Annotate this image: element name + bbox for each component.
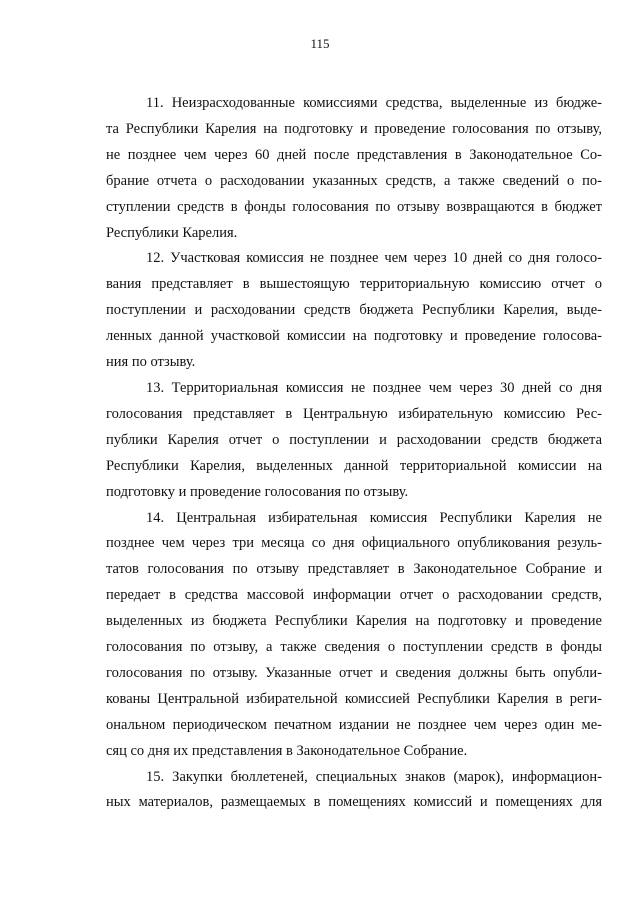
text-line: передает в средства массовой информации отчет о расходовании средств, [106,587,602,604]
text-line: ния по отзыву. [106,354,196,371]
text-line: выделенных из бюджета Республики Карелия на подготовку и проведение [106,613,602,630]
paragraph-13 [106,376,602,506]
text-line: голосования представляет в Центральную избирательную комиссию Рес- [106,405,602,422]
text-line: вания представляет в вышестоящую территориальную комиссию отчет о [106,276,602,293]
text-line: ленных данной участковой комиссии на подготовку и проведение голосова- [106,328,602,345]
text-line: голосования по отзыву, а также сведения о поступлении средств в фонды [106,639,602,656]
text-line: ных материалов, размещаемых в помещениях комиссий и помещениях для [106,794,602,811]
text-line: поступлении и расходовании средств бюджета Республики Карелия, выде- [106,302,602,319]
paragraph-14 [106,506,602,765]
text-line: 15. Закупки бюллетеней, специальных знаков (марок), информацион- [146,768,602,785]
text-line: подготовку и проведение голосования по отзыву. [106,483,409,500]
text-line: татов голосования по отзыву представляет в Законодательное Собрание и [106,561,602,578]
text-line: кованы Центральной избирательной комиссией Республики Карелия в реги- [106,690,602,707]
paragraph-12 [106,246,602,376]
page-number: 115 [310,36,330,51]
text-line: брание отчета о расходовании указанных средств, а также сведений о по- [106,172,602,189]
text-line: голосования по отзыву. Указанные отчет и сведения должны быть опубли- [106,664,602,681]
text-line: та Республики Карелия на подготовку и проведение голосования по отзыву, [106,120,602,137]
text-line: 13. Территориальная комиссия не позднее чем через 30 дней со дня [146,379,602,396]
text-line: ступлении средств в фонды голосования по отзыву возвращаются в бюджет [106,198,602,215]
text-line: не позднее чем через 60 дней после представления в Законодательное Со- [106,146,602,163]
paragraph-15 [106,765,602,817]
paragraph-11 [106,91,602,246]
text-line: Республики Карелия, выделенных данной территориальной комиссии на [106,457,602,474]
document-body [106,91,602,816]
text-line: публики Карелия отчет о поступлении и расходовании средств бюджета [106,431,602,448]
text-line: 11. Неизрасходованные комиссиями средства, выделенные из бюдже- [146,95,602,111]
text-line: Республики Карелия. [106,224,238,241]
text-line: ональном периодическом печатном издании не позднее чем через один ме- [106,716,602,733]
text-line: позднее чем через три месяца со дня официального опубликования резуль- [106,535,602,552]
text-line: 12. Участковая комиссия не позднее чем через 10 дней со дня голосо- [146,250,602,267]
text-line: сяц со дня их представления в Законодательное Собрание. [106,742,468,759]
text-line: 14. Центральная избирательная комиссия Республики Карелия не [146,509,602,526]
